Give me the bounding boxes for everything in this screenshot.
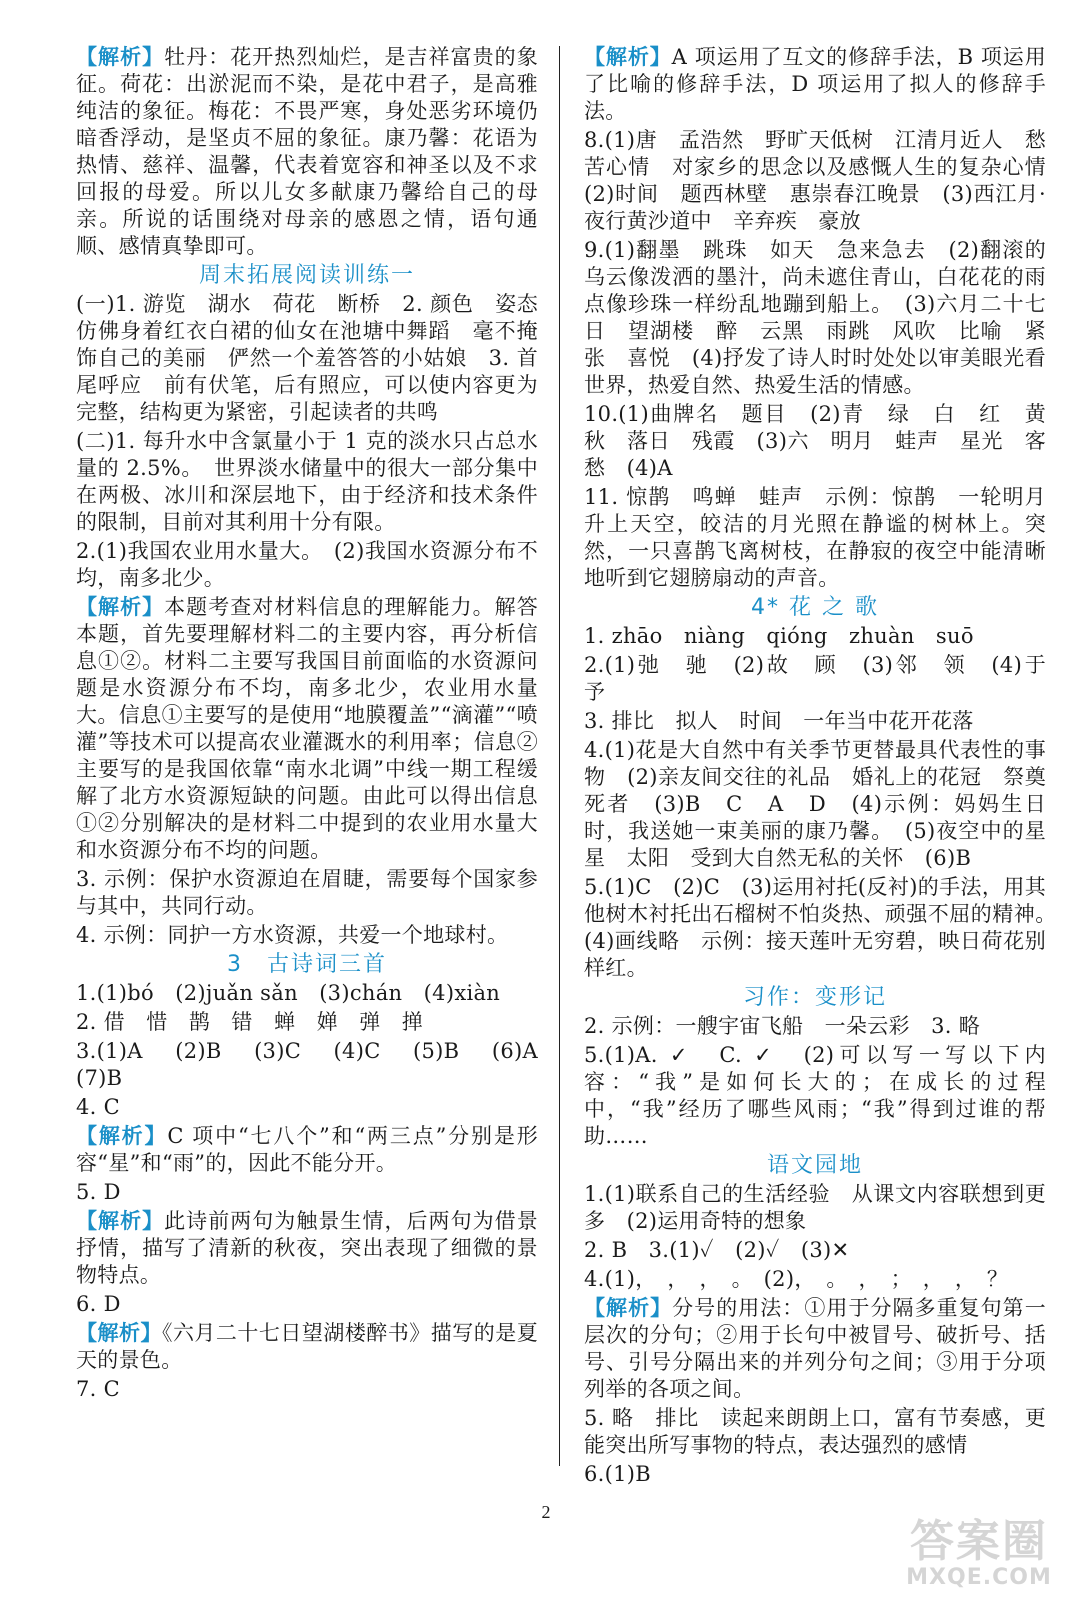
watermark-text: 答案圈 [910, 1516, 1048, 1567]
paragraph-text: 分号的用法：①用于分隔多重复句第一层次的分句；②用于长句中被冒号、破折号、括号、引号分隔出来的并列分句之间；③用于分项列举的各项之间。 [584, 1296, 1046, 1401]
paragraph-text: 2. 示例：一艘宇宙飞船 一朵云彩 3. 略 [584, 1014, 981, 1038]
paragraph-text: 5.(1)A. ✓ C. ✓ (2)可以写一写以下内容：“我”是如何长大的；在成长的过程中，“我”经历了哪些风雨；“我”得到过谁的帮助…… [584, 1043, 1046, 1148]
answer-paragraph [584, 623, 1046, 650]
paragraph-text: 5. D [76, 1180, 121, 1204]
analysis-tag: 【解析】 [76, 45, 165, 69]
section-heading: 4* 花 之 歌 [751, 595, 879, 620]
answer-paragraph [584, 1237, 1046, 1264]
answer-paragraph [584, 874, 1068, 982]
answer-paragraph [76, 1009, 538, 1036]
answer-paragraph [584, 1405, 1046, 1459]
answer-paragraph [76, 1179, 538, 1206]
left-column [76, 44, 560, 1405]
watermark-url: MXQE.COM [906, 1565, 1052, 1590]
paragraph-text: 4. 示例：同护一方水资源，共爱一个地球村。 [76, 923, 509, 947]
answer-paragraph [76, 291, 560, 426]
page-number: 2 [541, 1502, 551, 1522]
analysis-paragraph [584, 1295, 1046, 1403]
paragraph-text: (一)1. 游览 湖水 荷花 断桥 2. 颜色 姿态 仿佛身着红衣白裙的仙女在池塘中舞蹈 毫不掩饰自己的美丽 俨然一个羞答答的小姑娘 3. 首尾呼应 前有伏笔，后有照应，可以使内容更为完整，结构更为紧密，引起读者的共鸣 [76, 292, 560, 424]
answer-paragraph [584, 652, 1068, 706]
paragraph-text: 1. zhāo niàng qióng zhuàn suō [584, 624, 974, 648]
answer-paragraph [584, 1181, 1046, 1235]
paragraph-text: 1.(1)bó (2)juǎn sǎn (3)chán (4)xiàn [76, 981, 501, 1005]
analysis-tag: 【解析】 [76, 595, 165, 619]
section-heading: 周末拓展阅读训练一 [198, 263, 415, 288]
paragraph-text: 4.(1)花是大自然中有关季节更替最具代表性的事物 (2)亲友间交往的礼品 婚礼上的花冠 祭奠死者 (3)B C A D (4)示例：妈妈生日时，我送她一束美丽的康乃馨。 (5)夜空中的星星 太阳 受到大自然无私的关怀 (6)B [584, 738, 1046, 870]
watermark-logo [894, 1498, 1064, 1590]
paragraph-text: 2. B 3.(1)✓ (2)✓ (3)✕ [584, 1238, 850, 1262]
answer-paragraph [76, 1038, 560, 1092]
column-divider [559, 46, 560, 1466]
answer-paragraph [76, 866, 538, 920]
paragraph-text: 牡丹：花开热烈灿烂，是吉祥富贵的象征。荷花：出淤泥而不染，是花中君子，是高雅纯洁的象征。梅花：不畏严寒，身处恶劣环境仍暗香浮动，是坚贞不屈的象征。康乃馨：花语为热情、慈祥、温馨，代表着宽容和神圣以及不求回报的母爱。所以儿女多献康乃馨给自己的母亲。所说的话围绕对母亲的感恩之情，语句通顺、感情真挚即可。 [76, 45, 538, 258]
answer-paragraph [584, 484, 1046, 592]
answer-paragraph [76, 980, 538, 1007]
analysis-tag: 【解析】 [76, 1321, 162, 1345]
answer-paragraph [76, 1094, 538, 1121]
analysis-tag: 【解析】 [76, 1209, 165, 1233]
paragraph-text: 7. C [76, 1377, 120, 1401]
section-heading: 习作：变形记 [742, 985, 887, 1010]
answer-paragraph [584, 127, 1068, 235]
right-column [584, 44, 1068, 1490]
paragraph-text: 1.(1)联系自己的生活经验 从课文内容联想到更多 (2)运用奇特的想象 [584, 1182, 1046, 1233]
section-heading: 语文园地 [766, 1153, 863, 1178]
answer-paragraph [584, 737, 1046, 872]
paragraph-text: 6.(1)B [584, 1462, 652, 1486]
paragraph-text: (二)1. 每升水中含氯量小于 1 克的淡水只占总水量的 2.5%。 世界淡水储量中的很大一部分集中在两极、冰川和深层地下，由于经济和技术条件的限制，目前对其利用十分有限。 [76, 429, 538, 534]
answer-paragraph [76, 1291, 538, 1318]
paragraph-text: 9.(1)翻墨 跳珠 如天 急来急去 (2)翻滚的乌云像泼洒的墨汁，尚未遮住青山，白花花的雨点像珍珠一样纷乱地蹦到船上。 (3)六月二十七日 望湖楼 醉 云黑 雨跳 风吹 比喻 紧张 喜悦 (4)抒发了诗人时时处处以审美眼光看世界，热爱自然、热爱生活的情感。 [584, 238, 1046, 397]
analysis-tag: 【解析】 [76, 1124, 168, 1148]
paragraph-text: 3. 排比 拟人 时间 一年当中花开花落 [584, 709, 974, 733]
answer-paragraph [584, 1013, 1046, 1040]
analysis-paragraph [76, 1320, 538, 1374]
paragraph-text: 此诗前两句为触景生情，后两句为借景抒情，描写了清新的秋夜，突出表现了细微的景物特点。 [76, 1209, 538, 1287]
answer-paragraph [76, 538, 538, 592]
paragraph-text: 2.(1)我国农业用水量大。 (2)我国水资源分布不均，南多北少。 [76, 539, 538, 590]
analysis-paragraph [76, 594, 538, 864]
paragraph-text: 10.(1)曲牌名 题目 (2)青 绿 白 红 黄 秋 落日 残霞 (3)六 明月 蛙声 星光 客愁 (4)A [584, 402, 1068, 480]
section-heading: 3 古诗词三首 [227, 952, 387, 977]
answer-paragraph [584, 1042, 1046, 1150]
answer-paragraph [76, 428, 538, 536]
analysis-paragraph [584, 44, 1046, 125]
answer-paragraph [584, 237, 1046, 399]
analysis-tag: 【解析】 [584, 1296, 673, 1320]
paragraph-text: 6. D [76, 1292, 121, 1316]
paragraph-text: 8.(1)唐 孟浩然 野旷天低树 江清月近人 愁苦心情 对家乡的思念以及感慨人生的复杂心情 (2)时间 题西林壁 惠崇春江晚景 (3)西江月·夜行黄沙道中 辛弃疾 豪放 [584, 128, 1068, 233]
analysis-paragraph [76, 1208, 538, 1289]
paragraph-text: 3. 示例：保护水资源迫在眉睫，需要每个国家参与其中，共同行动。 [76, 867, 538, 918]
paragraph-text: 5.(1)C (2)C (3)运用衬托(反衬)的手法，用其他树木衬托出石榴树不怕炎热、顽强不屈的精神。 (4)画线略 示例：接天莲叶无穷碧，映日荷花别样红。 [584, 875, 1068, 980]
paragraph-text: 2.(1)弛 驰 (2)故 顾 (3)邻 领 (4)于 予 [584, 653, 1068, 704]
answer-paragraph [584, 1461, 1046, 1488]
analysis-paragraph [76, 1123, 538, 1177]
paragraph-text: 5. 略 排比 读起来朗朗上口，富有节奏感，更能突出所写事物的特点，表达强烈的感情 [584, 1406, 1046, 1457]
answer-paragraph [76, 922, 538, 949]
answer-paragraph [584, 401, 1068, 482]
paragraph-text: C 项中“七八个”和“两三点”分别是形容“星”和“雨”的，因此不能分开。 [76, 1124, 538, 1175]
analysis-paragraph [76, 44, 538, 260]
answer-paragraph [76, 1376, 538, 1403]
paragraph-text: 《六月二十七日望湖楼醉书》描写的是夏天的景色。 [76, 1321, 539, 1372]
answer-paragraph [584, 708, 1046, 735]
analysis-tag: 【解析】 [584, 45, 672, 69]
paragraph-text: A 项运用了互文的修辞手法，B 项运用了比喻的修辞手法，D 项运用了拟人的修辞手法。 [584, 45, 1046, 123]
paragraph-text: 11. 惊鹊 鸣蝉 蛙声 示例：惊鹊 一轮明月升上天空，皎洁的月光照在静谧的树林上。突然，一只喜鹊飞离树枝，在静寂的夜空中能清晰地听到它翅膀扇动的声音。 [584, 485, 1046, 590]
paragraph-text: 4. C [76, 1095, 120, 1119]
answer-paragraph [584, 1266, 1046, 1293]
paragraph-text: 3.(1)A (2)B (3)C (4)C (5)B (6)A (7)B [76, 1039, 560, 1090]
paragraph-text: 2. 借 惜 鹊 错 蝉 婵 弹 掸 [76, 1010, 424, 1034]
paragraph-text: 4.(1)， ， ， 。 (2)， 。 ， ； ， ， ？ [584, 1267, 1009, 1291]
paragraph-text: 本题考查对材料信息的理解能力。解答本题，首先要理解材料二的主要内容，再分析信息①②。材料二主要写我国目前面临的水资源问题是水资源分布不均，南多北少，农业用水量大。信息①主要写的是使用“地膜覆盖”“滴灌”“喷灌”等技术可以提高农业灌溉水的利用率；信息②主要写的是我国依靠“南水北调”中线一期工程缓解了北方水资源短缺的问题。由此可以得出信息①②分别解决的是材料二中提到的农业用水量大和水资源分布不均的问题。 [76, 595, 538, 862]
